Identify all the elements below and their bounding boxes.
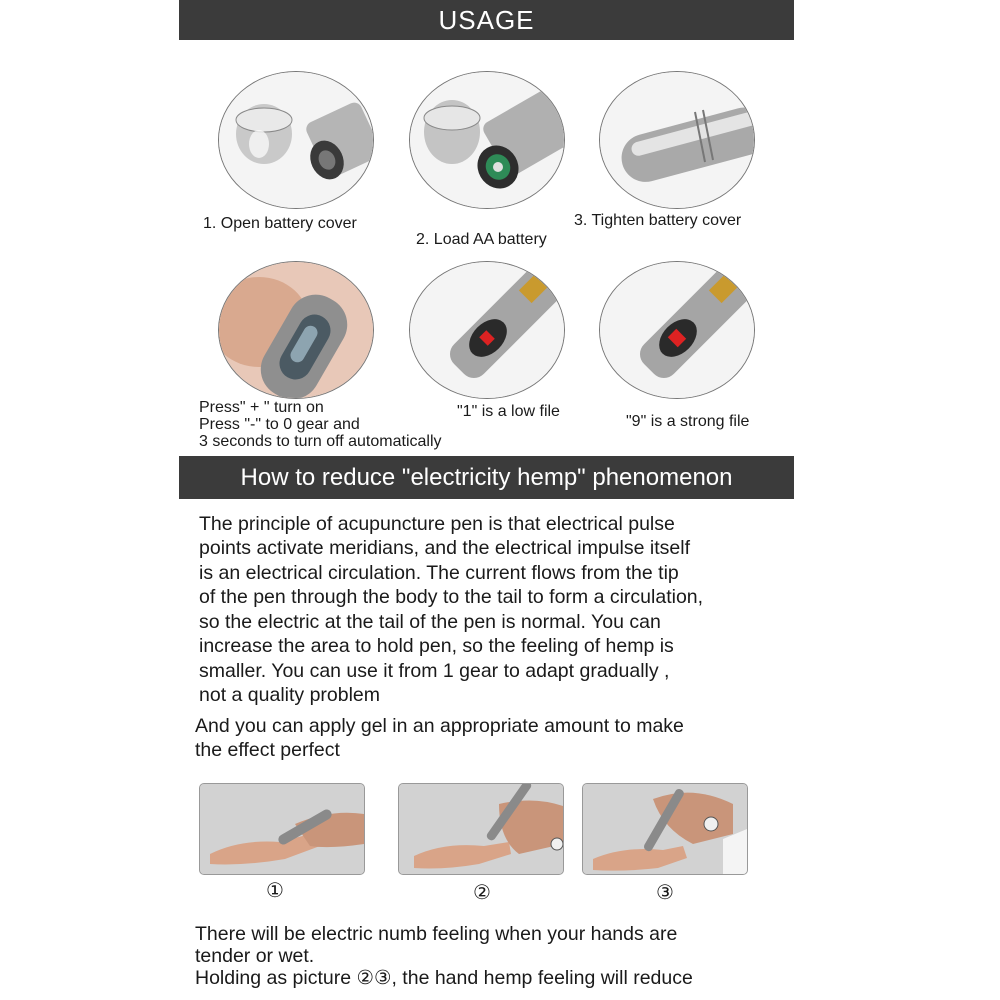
picture-number-3: ③ — [656, 882, 674, 904]
holding-picture-1 — [199, 783, 365, 875]
press-button-image — [218, 261, 374, 399]
press-instruction-line-1: Press" + " turn on — [199, 399, 324, 416]
low-file-caption: "1" is a low file — [457, 403, 560, 420]
principle-line-2: points activate meridians, and the electrical impulse itself — [199, 537, 690, 559]
step-1-caption: 1. Open battery cover — [203, 215, 357, 232]
gel-line-1: And you can apply gel in an appropriate amount to make — [195, 715, 684, 737]
principle-line-3: is an electrical circulation. The current flows from the tip — [199, 562, 679, 584]
principle-line-4: of the pen through the body to the tail to form a circulation, — [199, 586, 704, 608]
picture-number-2: ② — [473, 882, 491, 904]
load-battery-image — [409, 71, 565, 209]
usage-title: USAGE — [438, 4, 535, 35]
principle-line-5: so the electric at the tail of the pen is normal. You can — [199, 611, 661, 633]
strong-file-display-image — [599, 261, 755, 399]
strong-file-caption: "9" is a strong file — [626, 413, 750, 430]
low-file-display-image — [409, 261, 565, 399]
step-2-caption: 2. Load AA battery — [416, 231, 547, 248]
usage-header — [179, 0, 794, 40]
press-instruction-line-3: 3 seconds to turn off automatically — [199, 433, 442, 450]
principle-line-6: increase the area to hold pen, so the feeling of hemp is — [199, 635, 674, 657]
hemp-title: How to reduce "electricity hemp" phenomenon — [240, 463, 733, 491]
step-3-caption: 3. Tighten battery cover — [574, 212, 742, 229]
picture-number-1: ① — [266, 880, 284, 902]
bottom-line-3: Holding as picture ②③, the hand hemp feeling will reduce — [195, 967, 693, 989]
principle-line-7: smaller. You can use it from 1 gear to adapt gradually , — [199, 660, 670, 682]
press-instruction-line-2: Press "-" to 0 gear and — [199, 416, 360, 433]
bottom-line-1: There will be electric numb feeling when your hands are — [195, 923, 678, 945]
gel-line-2: the effect perfect — [195, 739, 340, 761]
bottom-line-2: tender or wet. — [195, 945, 315, 967]
tighten-battery-cover-image — [599, 71, 755, 209]
holding-picture-2 — [398, 783, 564, 875]
hemp-header — [179, 456, 794, 499]
principle-line-8: not a quality problem — [199, 684, 381, 706]
principle-line-1: The principle of acupuncture pen is that electrical pulse — [199, 513, 675, 535]
holding-picture-3 — [582, 783, 748, 875]
open-battery-cover-image — [218, 71, 374, 209]
